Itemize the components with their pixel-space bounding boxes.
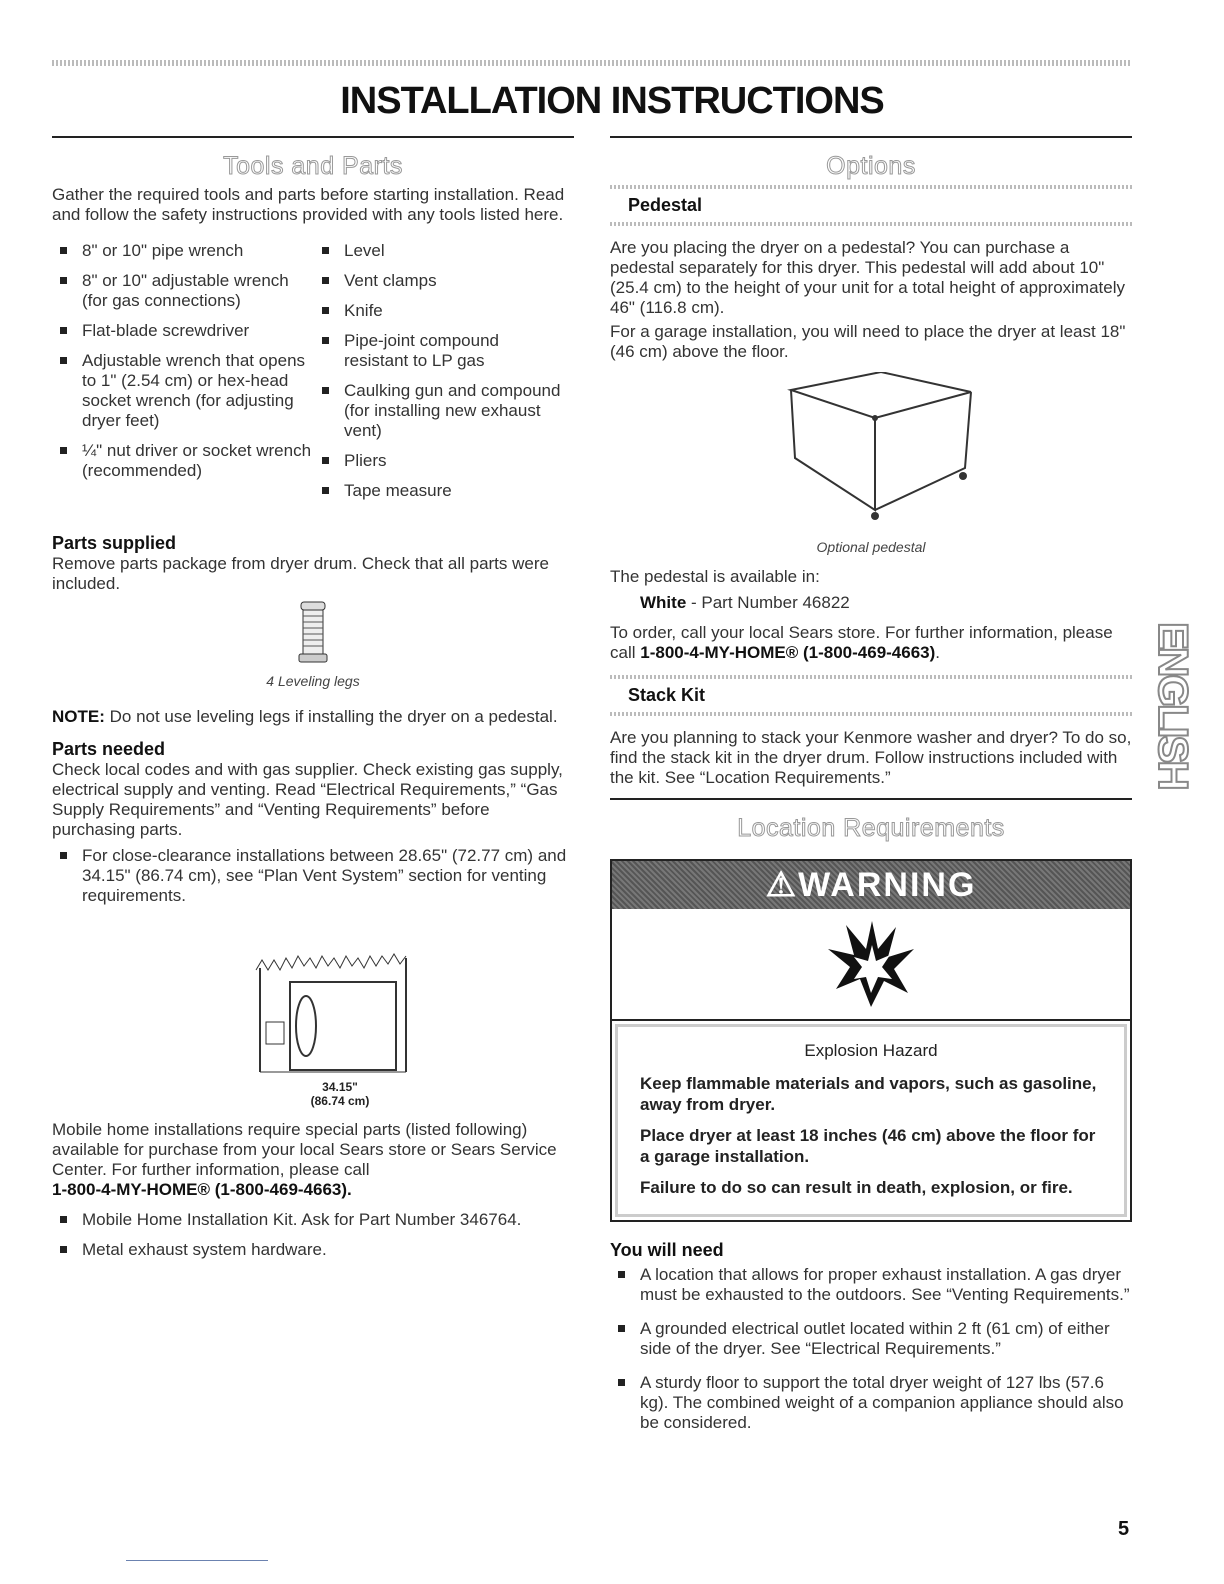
- list-item: A location that allows for proper exhaust installation. A gas dryer must be exhausted to the outdoors. See “Venting Requirements.”: [610, 1265, 1132, 1305]
- note-label: NOTE:: [52, 707, 105, 726]
- leveling-leg-figure: [52, 598, 574, 673]
- list-item: For close-clearance installations between 28.65" (72.77 cm) and 34.15" (86.74 cm), see “Plan Vent System” section for venting requirements.: [52, 846, 574, 906]
- order-sentence: To order, call your local Sears store. For further information, please call: [610, 623, 1113, 662]
- mobile-home-text: Mobile home installations require special parts (listed following) available for purchase from your local Sears store or Sears Service Center. For further information, please call: [52, 1120, 557, 1179]
- list-item: Tape measure: [314, 481, 564, 501]
- mobile-home-phone: 1-800-4-MY-HOME® (1-800-469-4663): [52, 1180, 348, 1199]
- list-item: Flat-blade screwdriver: [52, 321, 314, 341]
- hazard-title: Explosion Hazard: [804, 1041, 938, 1060]
- parts-needed-list: [52, 846, 574, 906]
- tools-column-1: [52, 241, 314, 511]
- order-phone: 1-800-4-MY-HOME® (1-800-469-4663): [640, 643, 936, 662]
- warning-label: ⚠WARNING: [765, 866, 977, 904]
- you-will-need-title: You will need: [610, 1240, 724, 1260]
- mobile-home-list: [52, 1210, 574, 1260]
- parts-needed-text: Check local codes and with gas supplier. Check existing gas supply, electrical supply and venting. Read “Electrical Requirements,” “Gas Supply Requirements” and “Venting Requirements” before purchasing parts.: [52, 760, 563, 839]
- language-tab: ENGLISH: [1150, 622, 1197, 788]
- mobile-home-period: .: [347, 1180, 352, 1199]
- list-item: Caulking gun and compound (for installing new exhaust vent): [314, 381, 564, 441]
- mobile-home-phone-line: [52, 1180, 574, 1200]
- dimension-cm: (86.74 cm): [310, 1094, 370, 1108]
- order-period: .: [935, 643, 941, 662]
- pedestal-figure: [610, 372, 1132, 537]
- parts-supplied-text: Remove parts package from dryer drum. Check that all parts were included.: [52, 554, 549, 593]
- you-will-need-list: [610, 1265, 1132, 1433]
- list-item: 8" or 10" adjustable wrench (for gas connections): [52, 271, 314, 311]
- warning-line: Failure to do so can result in death, explosion, or fire.: [640, 1178, 1073, 1197]
- section-title-tools: Tools and Parts: [223, 152, 403, 180]
- section-title-options: Options: [826, 152, 916, 180]
- warning-banner: [612, 861, 1130, 909]
- tools-intro: Gather the required tools and parts before starting installation. Read and follow the safety instructions provided with any tools listed here.: [52, 185, 565, 224]
- tools-list: [52, 241, 574, 511]
- footer-line: [126, 1560, 268, 1561]
- white-part-number: - Part Number 46822: [686, 593, 850, 612]
- pedestal-para-1: Are you placing the dryer on a pedestal? You can purchase a pedestal separately for this dryer. This pedestal will add about 10" (25.4 cm) to the height of your unit for a total height of approximately 46" (116.8 cm).: [610, 238, 1126, 317]
- warning-line: Keep flammable materials and vapors, such as gasoline, away from dryer.: [640, 1074, 1097, 1114]
- leveling-leg-icon: [293, 598, 333, 668]
- list-item: Mobile Home Installation Kit. Ask for Part Number 346764.: [52, 1210, 574, 1230]
- list-item: A grounded electrical outlet located within 2 ft (61 cm) of either side of the dryer. See “Electrical Requirements.”: [610, 1319, 1132, 1359]
- warning-line: Place dryer at least 18 inches (46 cm) above the floor for a garage installation.: [640, 1126, 1096, 1166]
- stack-kit-text: Are you planning to stack your Kenmore washer and dryer? To do so, find the stack kit in the dryer drum. Follow instructions included with the kit. See “Location Requirements.”: [610, 728, 1132, 787]
- pedestal-title: Pedestal: [628, 195, 703, 215]
- list-item: Pliers: [314, 451, 564, 471]
- parts-needed-title: Parts needed: [52, 739, 166, 759]
- note-text: Do not use leveling legs if installing the dryer on a pedestal.: [104, 707, 558, 726]
- list-item: ¼" nut driver or socket wrench (recommended): [52, 441, 314, 481]
- order-text: [610, 623, 1132, 663]
- list-item: Pipe-joint compound resistant to LP gas: [314, 331, 564, 371]
- warning-box: [610, 859, 1132, 1222]
- pedestal-icon: [751, 372, 991, 532]
- warning-body: [615, 1024, 1127, 1217]
- pedestal-para-2: For a garage installation, you will need to place the dryer at least 18" (46 cm) above the floor.: [610, 322, 1126, 361]
- stack-kit-title: Stack Kit: [628, 685, 706, 705]
- left-column: [52, 136, 574, 1270]
- list-item: Knife: [314, 301, 564, 321]
- list-item: Metal exhaust system hardware.: [52, 1240, 574, 1260]
- available-in: The pedestal is available in:: [610, 567, 820, 586]
- clearance-dimension: [280, 1080, 400, 1108]
- page-title: INSTALLATION INSTRUCTIONS: [340, 80, 884, 122]
- white-label: White: [640, 593, 687, 612]
- dryer-in-closet-icon: [252, 952, 422, 1082]
- top-dotted-rule: [52, 60, 1132, 66]
- dotted-rule: [610, 222, 1132, 226]
- list-item: Vent clamps: [314, 271, 564, 291]
- close-clearance-figure: [252, 952, 422, 1108]
- pedestal-caption: Optional pedestal: [816, 539, 926, 555]
- list-item: A sturdy floor to support the total dryer weight of 127 lbs (57.6 kg). The combined weight of a companion appliance should also be considered.: [610, 1373, 1132, 1433]
- list-item: Adjustable wrench that opens to 1" (2.54 cm) or hex-head socket wrench (for adjusting dryer feet): [52, 351, 314, 431]
- page-number: 5: [1118, 1518, 1130, 1540]
- leveling-legs-caption: 4 Leveling legs: [266, 673, 360, 689]
- note: [52, 707, 574, 727]
- explosion-icon: [826, 919, 916, 1009]
- list-item: Level: [314, 241, 564, 261]
- right-column: [610, 136, 1132, 1443]
- parts-supplied-title: Parts supplied: [52, 533, 177, 553]
- explosion-icon-area: [612, 909, 1130, 1021]
- white-part: [610, 593, 1132, 613]
- tools-column-2: [314, 241, 564, 511]
- dotted-rule: [610, 712, 1132, 716]
- list-item: 8" or 10" pipe wrench: [52, 241, 314, 261]
- dimension-inches: 34.15": [322, 1080, 358, 1094]
- section-title-location: Location Requirements: [737, 814, 1005, 842]
